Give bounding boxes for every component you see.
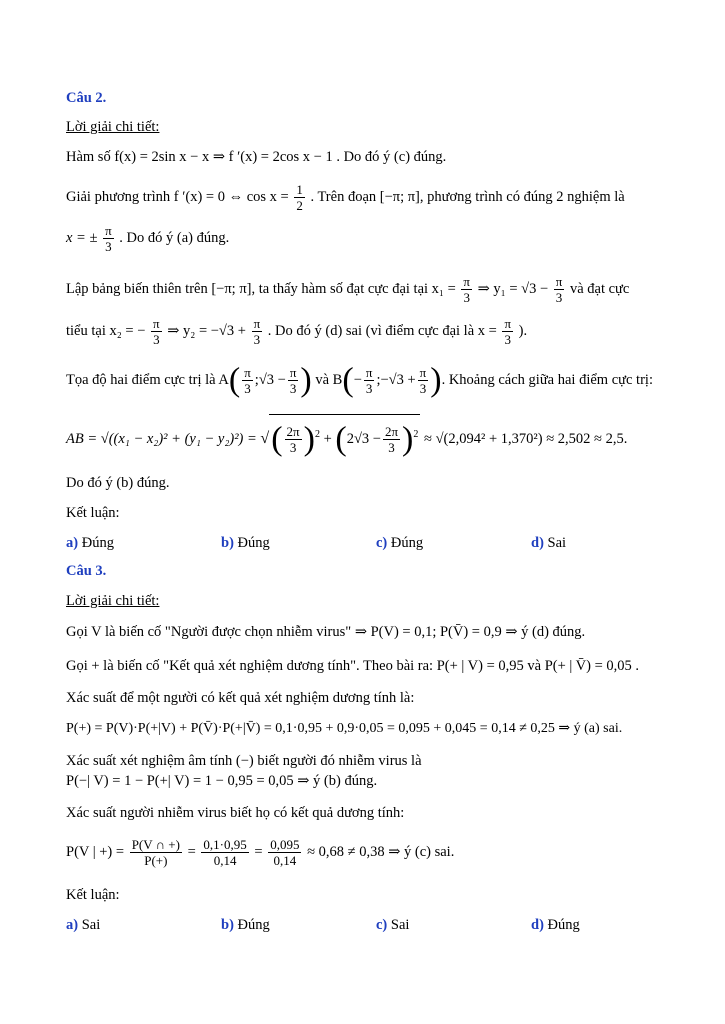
denominator: 0,14 bbox=[213, 853, 237, 869]
numerator: π bbox=[105, 223, 112, 239]
numerator: π bbox=[365, 365, 373, 381]
denominator: 2 bbox=[296, 198, 303, 214]
numerator: P(V ∩ +) bbox=[131, 837, 180, 853]
fraction bbox=[294, 182, 305, 213]
q3-line-8-b: ≈ 0,68 ≠ 0,38 ⇒ ý (c) sai. bbox=[307, 844, 455, 860]
numerator: 2π bbox=[286, 424, 300, 439]
numerator: π bbox=[289, 365, 297, 381]
numerator: π bbox=[244, 365, 251, 381]
paren-close: ) bbox=[303, 420, 315, 458]
q2-line-5 bbox=[66, 314, 685, 348]
q3-line-6: P(−| V) = 1 − P(+| V) = 1 − 0,95 = 0,05 ⇒ ý (b) đúng. bbox=[66, 773, 378, 789]
q3-line-4: P(+) = P(V)·P(+|V) + P(V̄)·P(+|V̄) = 0,1·0,95 + 0,9·0,05 = 0,095 + 0,045 = 0,14 ≠ 0,25 ⇒ ý (a) sai. bbox=[66, 721, 623, 736]
sqrt-sign: √ bbox=[260, 429, 270, 447]
paren-open: ( bbox=[228, 361, 241, 399]
fraction bbox=[502, 316, 513, 347]
fraction bbox=[461, 274, 472, 305]
denominator: 3 bbox=[244, 381, 251, 397]
question-2-solution-label: Lời giải chi tiết: bbox=[66, 119, 160, 135]
q3-conclusion-label: Kết luận: bbox=[66, 887, 120, 903]
denominator: 3 bbox=[253, 332, 261, 348]
denominator: P(+) bbox=[144, 853, 168, 869]
q2-line-6-a: Tọa độ hai điểm cực trị là A bbox=[66, 372, 229, 388]
q3-line-1: Gọi V là biến cố "Người được chọn nhiễm virus" ⇒ P(V) = 0,1; P(V̄) = 0,9 ⇒ ý (d) đúng. bbox=[66, 624, 586, 640]
numerator: π bbox=[555, 274, 563, 290]
answer-c bbox=[376, 916, 409, 934]
q2-line-3-a: x = ± bbox=[66, 230, 98, 246]
answer-label: b) bbox=[221, 917, 234, 933]
denominator: 0,14 bbox=[273, 853, 297, 869]
q2-line-1: Hàm số f(x) = 2sin x − x ⇒ f ′(x) = 2cos x − 1 . Do đó ý (c) đúng. bbox=[66, 149, 447, 165]
q2-line-2-a: Giải phương trình f ′(x) = 0 ⇔ cos x = bbox=[66, 189, 289, 205]
fraction bbox=[252, 316, 263, 347]
q3-line-2: Gọi + là biến cố "Kết quả xét nghiệm dương tính". Theo bài ra: P(+ | V) = 0,95 và P(+ | V̄) = 0,05 . bbox=[66, 658, 640, 674]
answer-value: Sai bbox=[547, 535, 567, 551]
q2-line-7-b: ≈ √(2,094² + 1,370²) ≈ 2,502 ≈ 2,5. bbox=[424, 430, 628, 447]
q3-line-8-a: P(V | +) = bbox=[66, 844, 125, 860]
answer-value: Đúng bbox=[237, 535, 270, 551]
answer-d bbox=[531, 916, 580, 934]
q2-conclusion-label: Kết luận: bbox=[66, 505, 120, 521]
q2-line-4-b: ⇒ y₁ = √3 − bbox=[477, 281, 549, 297]
numerator: π bbox=[463, 274, 470, 290]
q2-line-6-c: . Khoảng cách giữa hai điểm cực trị: bbox=[441, 372, 653, 388]
answer-label: c) bbox=[376, 535, 388, 551]
q3-answers bbox=[66, 916, 685, 934]
fraction bbox=[285, 424, 302, 455]
answer-a bbox=[66, 916, 100, 934]
q2-line-4-a: Lập bảng biến thiên trên [−π; π], ta thấy hàm số đạt cực đại tại x₁ = bbox=[66, 281, 456, 297]
fraction bbox=[242, 365, 253, 396]
numerator: 2π bbox=[384, 424, 399, 439]
denominator: 3 bbox=[419, 381, 427, 397]
answer-label: b) bbox=[221, 535, 234, 551]
answer-value: Đúng bbox=[237, 917, 270, 933]
fraction bbox=[151, 316, 162, 347]
q2-line-5-b: ⇒ y₂ = −√3 + bbox=[167, 323, 246, 339]
numerator: π bbox=[253, 316, 261, 332]
answer-b bbox=[221, 534, 270, 552]
q2-line-2-b: . Trên đoạn [−π; π], phương trình có đúng 2 nghiệm là bbox=[310, 189, 625, 205]
denominator: 3 bbox=[463, 290, 470, 306]
q2-line-7-a: AB = √((x₁ − x₂)² + (y₁ − y₂)²) = bbox=[66, 430, 257, 447]
q2-line-6: Tọa độ hai điểm cực trị là A( $\frac{\pi}{3}$ ;√3 − $\frac{\pi}{3}$ ) và B(− $\frac{\pi}{3}$ ;−√3 + $\frac{\pi}{3}$ ). Khoảng cách giữa hai điểm cực trị: bbox=[66, 361, 653, 399]
q2-line-5-a: tiểu tại x₂ = − bbox=[66, 323, 146, 339]
denominator: 3 bbox=[555, 290, 563, 306]
q2-line-3-b: . Do đó ý (a) đúng. bbox=[119, 230, 230, 246]
q2-line-5-d: ). bbox=[518, 323, 528, 339]
denominator: 3 bbox=[289, 381, 297, 397]
denominator: 3 bbox=[365, 381, 373, 397]
answer-c bbox=[376, 534, 423, 552]
paren-open: ( bbox=[335, 420, 347, 458]
paren-close: ) bbox=[430, 361, 442, 399]
question-2-title: Câu 2. bbox=[66, 90, 107, 106]
question-3-solution-label: Lời giải chi tiết: bbox=[66, 593, 160, 609]
numerator: π bbox=[419, 365, 427, 381]
q2-line-4-c: và đạt cực bbox=[569, 281, 630, 297]
q2-line-5-c: . Do đó ý (d) sai (vì điểm cực đại là x = bbox=[267, 323, 497, 339]
answer-label: d) bbox=[531, 535, 544, 551]
q3-line-7: Xác suất người nhiễm virus biết họ có kết quả dương tính: bbox=[66, 805, 405, 821]
fraction bbox=[201, 837, 248, 868]
denominator: 3 bbox=[105, 239, 112, 255]
numerator: π bbox=[153, 316, 160, 332]
answer-d bbox=[531, 534, 566, 552]
paren-open: ( bbox=[342, 361, 354, 399]
fraction bbox=[130, 837, 182, 868]
answer-label: d) bbox=[531, 917, 544, 933]
fraction bbox=[554, 274, 565, 305]
paren-close: ) bbox=[300, 361, 312, 399]
paren-open: ( bbox=[271, 420, 283, 458]
fraction bbox=[103, 223, 114, 254]
denominator: 3 bbox=[289, 440, 297, 455]
answer-value: Đúng bbox=[390, 535, 424, 551]
answer-label: a) bbox=[66, 917, 79, 933]
fraction bbox=[268, 837, 301, 868]
q3-line-8: P(V | +) = $\frac{P(V \cap +)}{P(+)}$ = $\frac{0,1\cdot 0,95}{0,14}$ = $\frac{0,095}{0,14}$ ≈ 0,68 ≠ 0,38 ⇒ ý (c) sai. bbox=[66, 837, 455, 869]
numerator: 0,1·0,95 bbox=[203, 837, 247, 853]
q2-line-4 bbox=[66, 272, 685, 306]
denominator: 3 bbox=[153, 332, 160, 348]
paren-close: ) bbox=[402, 420, 414, 458]
fraction bbox=[383, 424, 400, 455]
numerator: π bbox=[504, 316, 512, 332]
denominator: 3 bbox=[504, 332, 511, 348]
fraction bbox=[288, 365, 299, 396]
denominator: 3 bbox=[388, 440, 395, 455]
fraction bbox=[364, 365, 375, 396]
answer-value: Sai bbox=[390, 917, 410, 933]
answer-b bbox=[221, 916, 270, 934]
answer-a bbox=[66, 534, 114, 552]
numerator: 0,095 bbox=[270, 837, 300, 853]
q2-answers bbox=[66, 534, 685, 552]
q2-line-2 bbox=[66, 180, 685, 214]
answer-value: Sai bbox=[81, 917, 101, 933]
answer-label: a) bbox=[66, 535, 79, 551]
q3-line-5: Xác suất xét nghiệm âm tính (−) biết người đó nhiễm virus là bbox=[66, 753, 422, 769]
question-3-title: Câu 3. bbox=[66, 563, 107, 579]
answer-label: c) bbox=[376, 917, 388, 933]
answer-value: Đúng bbox=[547, 917, 580, 933]
q2-line-3 bbox=[66, 221, 685, 255]
q2-line-7 bbox=[66, 414, 685, 460]
numerator: 1 bbox=[296, 182, 303, 198]
q2-line-8: Do đó ý (b) đúng. bbox=[66, 475, 170, 491]
q3-line-3: Xác suất để một người có kết quả xét nghiệm dương tính là: bbox=[66, 690, 415, 706]
q2-line-6-b: và B bbox=[315, 372, 343, 388]
sqrt-body: ( $\frac{2\pi}{3}$ )$^2$ + (2√3 − $\frac{2\pi}{3}$ )$^2$ bbox=[269, 414, 420, 459]
fraction bbox=[418, 365, 429, 396]
answer-value: Đúng bbox=[81, 535, 114, 551]
